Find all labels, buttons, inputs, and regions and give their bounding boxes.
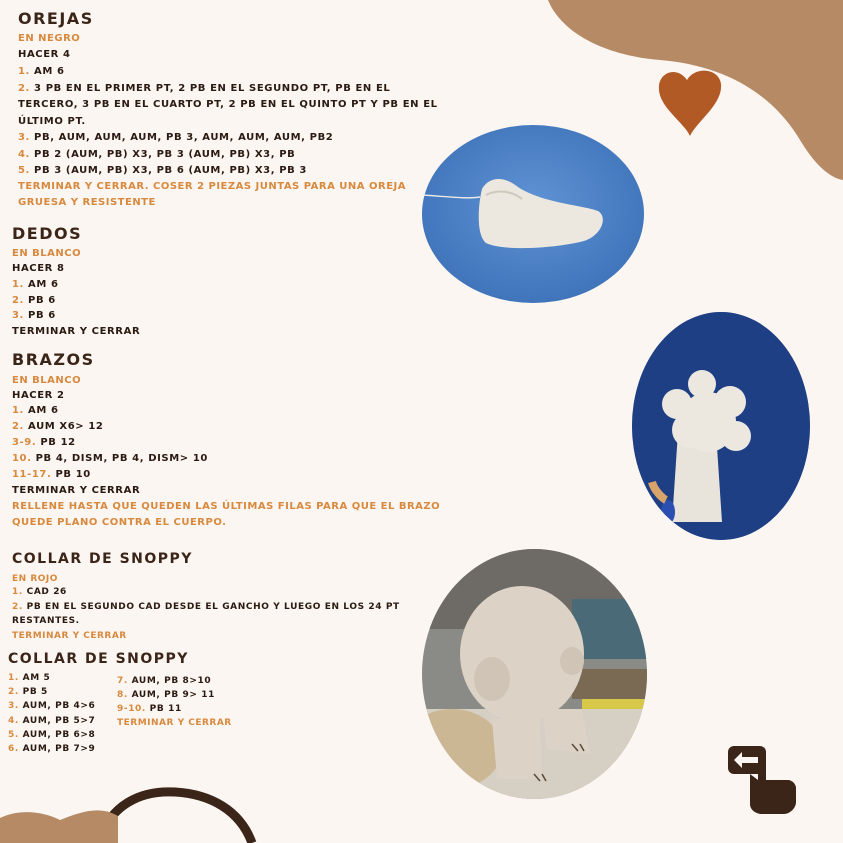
row-number: 3. <box>12 310 24 321</box>
row-number: 2. <box>12 601 23 612</box>
brazos-note-1: RELLENE HASTA QUE QUEDEN LAS ÚLTIMAS FILAS PARA QUE EL BRAZO <box>12 501 441 512</box>
row-number: 2. <box>12 421 24 432</box>
pattern-row <box>18 132 333 143</box>
pattern-row <box>18 99 438 110</box>
row-text: PB 6 <box>23 310 56 321</box>
orejas-make: HACER 4 <box>18 49 71 60</box>
dedos-end: TERMINAR Y CERRAR <box>12 326 141 337</box>
row-number: 1. <box>18 66 30 77</box>
row-text: AM 5 <box>18 673 51 683</box>
pattern-row <box>12 279 59 290</box>
row-text: PB 11 <box>145 704 182 715</box>
collar-2-title: COLLAR DE SNOPPY <box>8 651 189 667</box>
row-text: PB 4, DISM, PB 4, DISM> 10 <box>31 453 208 464</box>
row-text: PB 10 <box>51 469 91 480</box>
orejas-color: EN NEGRO <box>18 33 81 44</box>
pattern-row <box>12 469 91 480</box>
orejas-note-2: GRUESA Y RESISTENTE <box>18 197 156 208</box>
row-text: ÚLTIMO PT. <box>18 115 86 127</box>
collar-1-title: COLLAR DE SNOPPY <box>12 551 193 567</box>
pattern-row <box>18 165 307 176</box>
brazos-make: HACER 2 <box>12 390 65 401</box>
pattern-row <box>12 616 80 626</box>
row-text: PB 6 <box>23 294 56 306</box>
pattern-row <box>8 673 50 683</box>
row-number: 1. <box>8 673 19 683</box>
collar-1-color: EN ROJO <box>12 574 58 584</box>
row-number: 3-9. <box>12 437 37 448</box>
row-number: 8. <box>117 690 128 701</box>
row-text: AUM, PB 6>8 <box>18 729 96 740</box>
row-text: AUM, PB 7>9 <box>18 744 96 754</box>
pattern-row <box>8 744 95 754</box>
pattern-row <box>12 421 103 432</box>
pattern-row <box>8 716 95 726</box>
row-text: PB, AUM, AUM, AUM, PB 3, AUM, AUM, AUM, PB2 <box>29 132 334 143</box>
row-number: 2. <box>12 294 24 306</box>
row-text: PB EN EL SEGUNDO CAD DESDE EL GANCHO Y LUEGO EN LOS 24 PT <box>22 601 400 612</box>
collar-1-end: TERMINAR Y CERRAR <box>12 631 127 641</box>
pattern-row <box>8 687 48 697</box>
pattern-row <box>117 676 211 686</box>
collar-2-end: TERMINAR Y CERRAR <box>117 718 232 728</box>
row-number: 10. <box>12 453 32 464</box>
pattern-row <box>12 602 400 612</box>
ear-photo <box>422 125 644 303</box>
brazos-note-2: QUEDE PLANO CONTRA EL CUERPO. <box>12 517 227 528</box>
row-text: AM 6 <box>29 66 65 77</box>
row-text: PB 5 <box>18 687 48 698</box>
swipe-hand-icon <box>726 744 798 816</box>
orejas-title: OREJAS <box>18 9 94 28</box>
row-number: 1. <box>12 405 24 416</box>
pattern-row <box>12 587 67 597</box>
dedos-make: HACER 8 <box>12 263 65 274</box>
row-number: 4. <box>8 715 19 726</box>
row-number: 3. <box>8 701 19 712</box>
pattern-row <box>8 701 95 711</box>
row-text: AM 6 <box>23 405 59 416</box>
row-text: CAD 26 <box>22 587 67 597</box>
row-number: 5. <box>18 165 30 176</box>
pattern-row <box>12 310 56 321</box>
row-text: AUM, PB 8>10 <box>127 676 212 686</box>
row-text: AUM, PB 9> 11 <box>127 690 215 701</box>
dedos-title: DEDOS <box>12 224 83 243</box>
pattern-row <box>12 453 208 464</box>
row-text: AUM X6> 12 <box>23 421 104 432</box>
row-number: 2. <box>18 82 30 94</box>
row-text: RESTANTES. <box>12 616 80 626</box>
pattern-row <box>117 704 182 714</box>
body-photo <box>422 549 647 799</box>
row-number: 7. <box>117 676 128 686</box>
row-number: 1. <box>12 587 23 597</box>
row-text: AM 6 <box>23 279 59 290</box>
heart-icon <box>655 66 725 138</box>
finger-photo <box>632 312 810 540</box>
row-number: 5. <box>8 729 19 740</box>
row-number: 6. <box>8 744 19 754</box>
brazos-end: TERMINAR Y CERRAR <box>12 485 141 496</box>
row-text: PB 12 <box>36 437 76 448</box>
row-text: AUM, PB 4>6 <box>18 701 96 712</box>
brazos-color: EN BLANCO <box>12 375 82 386</box>
pattern-row <box>12 437 76 448</box>
row-text: PB 3 (AUM, PB) X3, PB 6 (AUM, PB) X3, PB 3 <box>29 165 307 176</box>
pattern-row <box>18 149 295 160</box>
row-text: TERCERO, 3 PB EN EL CUARTO PT, 2 PB EN EL QUINTO PT Y PB EN EL <box>18 99 438 110</box>
brazos-title: BRAZOS <box>12 350 95 369</box>
pattern-row <box>18 66 65 77</box>
pattern-row <box>8 730 95 740</box>
pattern-row <box>18 116 86 127</box>
pattern-row <box>12 295 56 306</box>
row-text: 3 PB EN EL PRIMER PT, 2 PB EN EL SEGUNDO PT, PB EN EL <box>29 82 391 94</box>
pattern-row <box>18 83 390 94</box>
row-text: PB 2 (AUM, PB) X3, PB 3 (AUM, PB) X3, PB <box>29 148 296 160</box>
row-number: 2. <box>8 687 19 698</box>
pattern-row <box>117 690 215 700</box>
row-number: 11-17. <box>12 469 52 480</box>
row-number: 3. <box>18 132 30 143</box>
row-number: 9-10. <box>117 704 146 715</box>
orejas-note-1: TERMINAR Y CERRAR. COSER 2 PIEZAS JUNTAS PARA UNA OREJA <box>18 181 407 192</box>
row-text: AUM, PB 5>7 <box>18 715 96 726</box>
pattern-row <box>12 405 59 416</box>
row-number: 4. <box>18 148 30 160</box>
row-number: 1. <box>12 279 24 290</box>
dedos-color: EN BLANCO <box>12 248 82 259</box>
